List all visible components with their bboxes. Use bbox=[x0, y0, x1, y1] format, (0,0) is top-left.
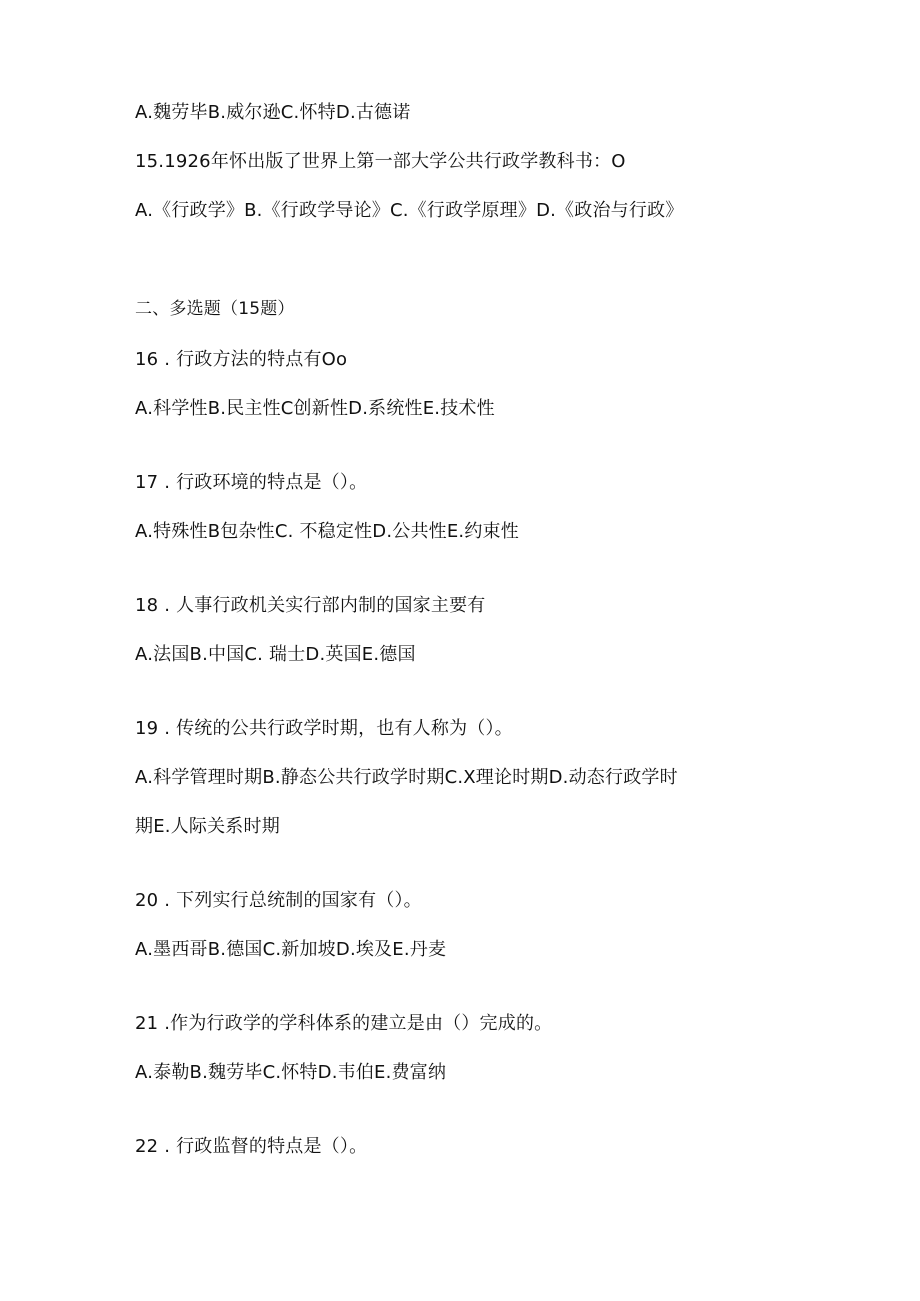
q14-options: A.魏劳毕B.威尔逊C.怀特D.古德诺 bbox=[135, 102, 411, 123]
q17-question: 17 . 行政环境的特点是（）。 bbox=[135, 472, 368, 493]
q16-options: A.科学性B.民主性C创新性D.系统性E.技术性 bbox=[135, 398, 495, 419]
q18-question: 18 . 人事行政机关实行部内制的国家主要有 bbox=[135, 595, 486, 616]
q21-question: 21 .作为行政学的学科体系的建立是由（）完成的。 bbox=[135, 1013, 553, 1034]
q19-options-continued: 期E.人际关系时期 bbox=[135, 816, 280, 837]
q19-options: A.科学管理时期B.静态公共行政学时期C.X理论时期D.动态行政学时 bbox=[135, 767, 678, 788]
q18-options: A.法国B.中国C. 瑞士D.英国E.德国 bbox=[135, 644, 416, 665]
q22-question: 22 . 行政监督的特点是（）。 bbox=[135, 1136, 368, 1157]
q15-options: A.《行政学》B.《行政学导论》C.《行政学原理》D.《政治与行政》 bbox=[135, 200, 684, 221]
q17-options: A.特殊性B包杂性C. 不稳定性D.公共性E.约束性 bbox=[135, 521, 519, 542]
q15-question: 15.1926年怀出版了世界上第一部大学公共行政学教科书：O bbox=[135, 151, 626, 172]
q20-question: 20 . 下列实行总统制的国家有（）。 bbox=[135, 890, 422, 911]
q20-options: A.墨西哥B.德国C.新加坡D.埃及E.丹麦 bbox=[135, 939, 447, 960]
q19-question: 19 . 传统的公共行政学时期，也有人称为（）。 bbox=[135, 718, 513, 739]
q16-question: 16 . 行政方法的特点有Oo bbox=[135, 349, 348, 370]
q21-options: A.泰勒B.魏劳毕C.怀特D.韦伯E.费富纳 bbox=[135, 1062, 447, 1083]
section-title: 二、多选题（15题） bbox=[135, 299, 295, 319]
